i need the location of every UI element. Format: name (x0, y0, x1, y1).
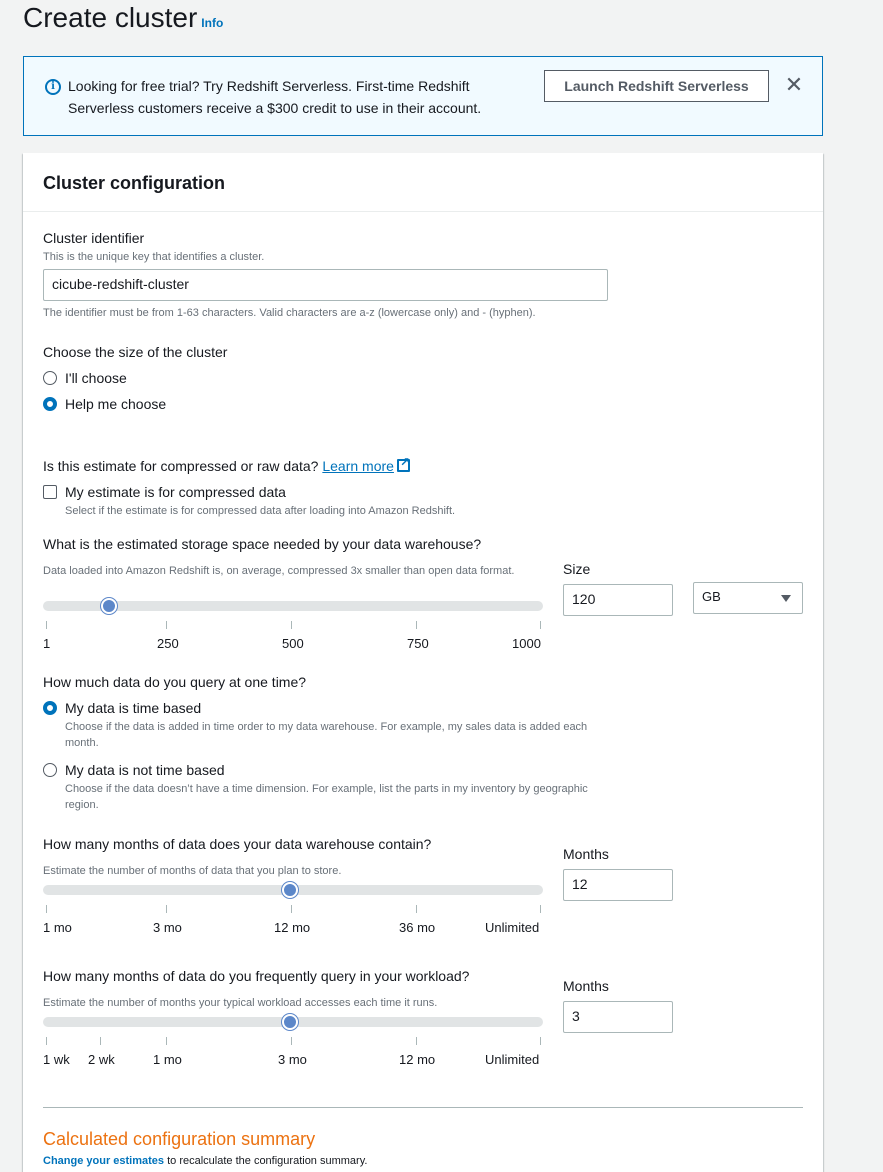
tick-label: 1000 (512, 636, 541, 651)
storage-description: Data loaded into Amazon Redshift is, on average, compressed 3x smaller than open data format. (43, 565, 515, 577)
compression-question-text: Is this estimate for compressed or raw data? (43, 458, 319, 474)
caret-down-icon (781, 595, 791, 602)
identifier-constraint: The identifier must be from 1-63 characters. Valid characters are a-z (lowercase only) and - (hyphen). (43, 307, 536, 319)
summary-description-text: to recalculate the configuration summary. (167, 1155, 368, 1167)
slider-tick (540, 621, 541, 629)
months-contain-input-label: Months (563, 846, 609, 862)
compressed-data-description: Select if the estimate is for compressed data after loading into Amazon Redshift. (65, 505, 456, 517)
tick-label: 750 (407, 636, 429, 651)
tick-label: 12 mo (274, 920, 311, 935)
compression-question (43, 458, 410, 474)
info-icon: i (45, 79, 61, 95)
months-contain-label: How many months of data does your data warehouse contain? (43, 836, 432, 852)
tick-label: 3 mo (153, 920, 182, 935)
slider-tick (540, 905, 541, 913)
tick-label: 36 mo (399, 920, 436, 935)
tick-label: 3 mo (278, 1052, 307, 1067)
change-estimates-link[interactable]: Change your estimates (43, 1155, 165, 1167)
cluster-configuration-panel (23, 153, 823, 1172)
query-type-label: How much data do you query at one time? (43, 674, 307, 690)
tick-label: 250 (157, 636, 179, 651)
months-query-input[interactable]: 3 (563, 1001, 673, 1033)
months-contain-input[interactable]: 12 (563, 869, 673, 901)
slider-tick (291, 621, 292, 629)
months-query-input-label: Months (563, 978, 609, 994)
radio-help-me-choose-label[interactable]: Help me choose (65, 396, 167, 412)
slider-tick (46, 621, 47, 629)
radio-ill-choose[interactable] (43, 371, 57, 385)
panel-title: Cluster configuration (43, 173, 226, 193)
tick-label: 1 mo (43, 920, 72, 935)
storage-label: What is the estimated storage space needed by your data warehouse? (43, 536, 482, 552)
cluster-identifier-input[interactable]: cicube-redshift-cluster (43, 269, 608, 301)
slider-tick (416, 905, 417, 913)
slider-tick (166, 905, 167, 913)
radio-time-based[interactable] (43, 701, 57, 715)
tick-label: 1 wk (43, 1052, 70, 1067)
slider-tick (416, 1037, 417, 1045)
months-contain-slider-thumb[interactable] (282, 882, 298, 898)
unit-select-value: GB (702, 589, 721, 604)
learn-more-link[interactable]: Learn more (322, 458, 394, 474)
radio-time-based-label[interactable]: My data is time based (65, 700, 202, 716)
storage-slider-track[interactable] (43, 601, 543, 611)
radio-not-time-based-label[interactable]: My data is not time based (65, 762, 225, 778)
slider-tick (416, 621, 417, 629)
identifier-label: Cluster identifier (43, 230, 145, 246)
slider-tick (166, 621, 167, 629)
slider-tick (291, 905, 292, 913)
months-query-slider-thumb[interactable] (282, 1014, 298, 1030)
slider-tick (166, 1037, 167, 1045)
external-link-icon[interactable] (397, 459, 410, 472)
months-contain-description: Estimate the number of months of data that you plan to store. (43, 865, 342, 877)
tick-label: Unlimited (485, 1052, 540, 1067)
summary-title: Calculated configuration summary (43, 1129, 316, 1149)
radio-not-time-based-description: Choose if the data doesn’t have a time dimension. For example, list the parts in my inventory by geographic region. (65, 783, 588, 811)
compressed-data-checkbox[interactable] (43, 485, 57, 499)
section-divider (43, 1107, 803, 1108)
size-choice-label: Choose the size of the cluster (43, 344, 228, 360)
tick-label: 1 mo (153, 1052, 182, 1067)
page-title-text: Create cluster (23, 2, 198, 33)
summary-description (43, 1155, 367, 1167)
radio-not-time-based[interactable] (43, 763, 57, 777)
storage-slider-thumb[interactable] (101, 598, 117, 614)
tick-label: Unlimited (485, 920, 540, 935)
free-trial-banner (23, 56, 823, 136)
radio-help-me-choose[interactable] (43, 397, 57, 411)
page-title (23, 2, 223, 34)
tick-label: 1 (43, 636, 51, 651)
slider-tick (100, 1037, 101, 1045)
size-label: Size (563, 561, 591, 577)
radio-time-based-description: Choose if the data is added in time order to my data warehouse. For example, my sales data is added each month. (65, 721, 588, 749)
tick-label: 500 (282, 636, 304, 651)
slider-tick (540, 1037, 541, 1045)
panel-header (23, 153, 823, 212)
months-query-description: Estimate the number of months your typical workload accesses each time it runs. (43, 997, 438, 1009)
info-link[interactable]: Info (201, 16, 224, 30)
unit-select[interactable] (693, 582, 803, 614)
tick-label: 2 wk (88, 1052, 115, 1067)
slider-tick (46, 1037, 47, 1045)
close-icon[interactable]: ✕ (784, 72, 804, 97)
radio-ill-choose-label[interactable]: I'll choose (65, 370, 127, 386)
compressed-data-label[interactable]: My estimate is for compressed data (65, 484, 286, 500)
months-query-label: How many months of data do you frequently query in your workload? (43, 968, 470, 984)
identifier-description: This is the unique key that identifies a cluster. (43, 251, 265, 263)
launch-serverless-button[interactable]: Launch Redshift Serverless (544, 70, 769, 102)
slider-tick (291, 1037, 292, 1045)
size-input[interactable]: 120 (563, 584, 673, 616)
tick-label: 12 mo (399, 1052, 436, 1067)
slider-tick (46, 905, 47, 913)
banner-text: Looking for free trial? Try Redshift Serverless. First-time Redshift Serverless customers receive a $300 credit to use in their account. (68, 78, 482, 116)
